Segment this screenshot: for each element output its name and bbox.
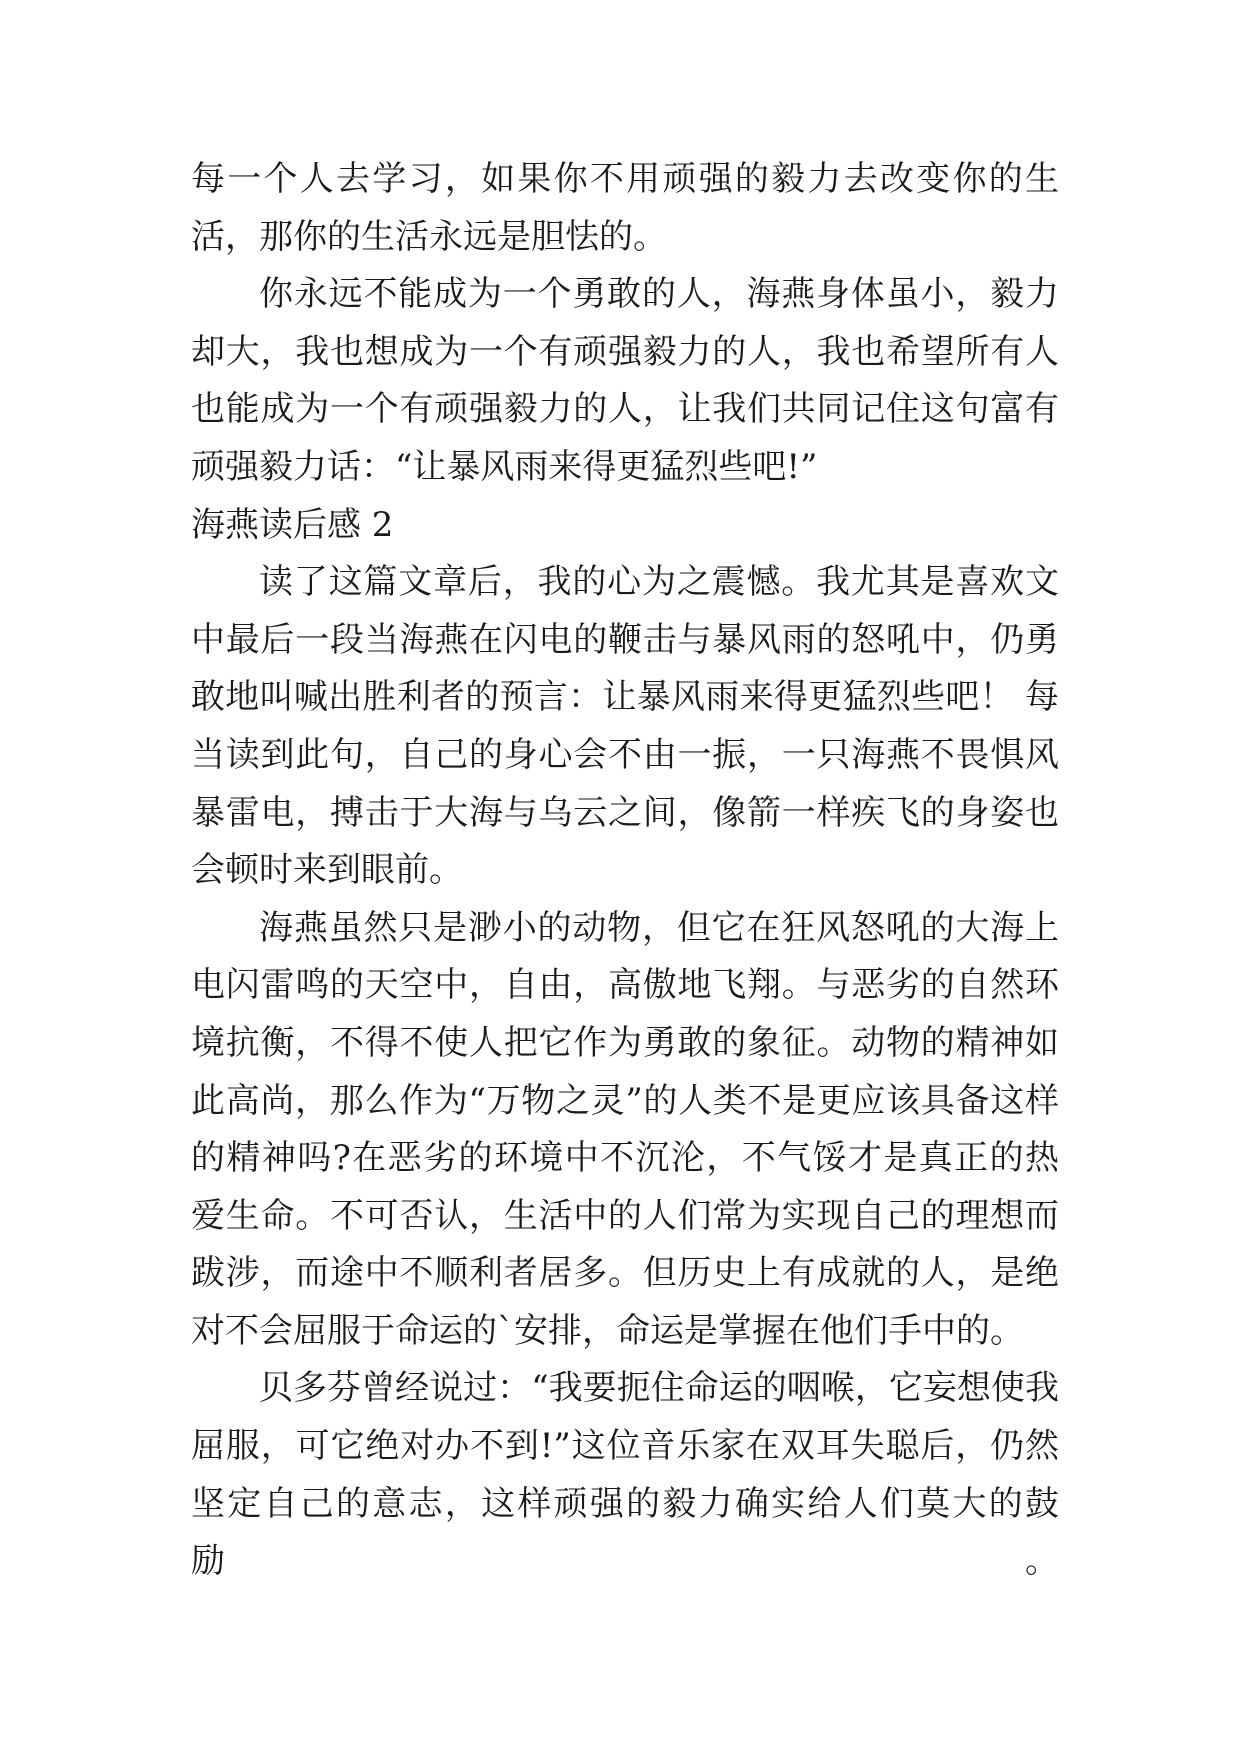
document-page xyxy=(191,151,1059,1591)
section-heading: 海燕读后感 2 xyxy=(191,504,394,545)
paragraph-continuation: 每一个人去学习，如果你不用顽强的毅力去改变你的生活，那你的生活永远是胆怯的。 xyxy=(191,159,1059,257)
paragraph-body: 海燕虽然只是渺小的动物，但它在狂风怒吼的大海上电闪雷鸣的天空中，自由，高傲地飞翔。与恶劣的自然环境抗衡，不得不使人把它作为勇敢的象征。动物的精神如此高尚，那么作为“万物之灵”的人类不是更应该具备这样的精神吗?在恶劣的环境中不沉沦，不气馁才是真正的热爱生命。不可否认，生活中的人们常为实现自己的理想而跋涉，而途中不顺利者居多。但历史上有成就的人，是绝对不会屈服于命运的`安排，命运是掌握在他们手中的。 xyxy=(191,907,1059,1351)
paragraph-body: 你永远不能成为一个勇敢的人，海燕身体虽小，毅力却大，我也想成为一个有顽强毅力的人，我也希望所有人也能成为一个有顽强毅力的人，让我们共同记住这句富有顽强毅力话：“让暴风雨来得更猛烈些吧!” xyxy=(191,274,1059,487)
paragraph-body: 贝多芬曾经说过：“我要扼住命运的咽喉，它妄想使我屈服，可它绝对办不到!”这位音乐家在双耳失聪后，仍然坚定自己的意志，这样顽强的毅力确实给人们莫大的鼓励。 xyxy=(191,1368,1059,1582)
paragraph-body: 读了这篇文章后，我的心为之震憾。我尤其是喜欢文中最后一段当海燕在闪电的鞭击与暴风雨的怒吼中，仍勇敢地叫喊出胜利者的预言：让暴风雨来得更猛烈些吧！ 每当读到此句，自己的身心会不由一振，一只海燕不畏惧风暴雷电，搏击于大海与乌云之间，像箭一样疾飞的身姿也会顿时来到眼前。 xyxy=(191,562,1059,891)
